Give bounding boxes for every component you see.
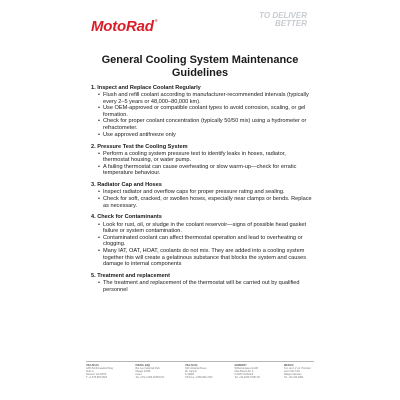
guidelines-content [91,85,313,299]
office-line: Wilhelmstrasse GmbH [234,367,259,371]
office-line: S.A. de C.V. Av. Principal [284,367,311,371]
office-address [185,364,215,379]
bullet-list [91,151,313,177]
bullet-list [91,222,313,268]
section-heading: 2. Pressure Test the Cooling System [91,143,188,150]
list-item: • Inspect radiator and overflow caps for proper pressure rating and sealing. [98,189,313,196]
office-address [284,364,314,379]
office-line: IL 62863 [185,373,195,377]
list-item: • Flush and refill coolant according to manufacturer-recommended intervals (typically every 2–5 years or 48,000–80,000 km). [98,92,313,105]
office-line: Tel: +52-442-8484 [284,376,304,380]
office-line: Toll Free: 1-866-882-4742 [185,376,213,380]
office-line: Tel: +49-2235-79487-00 [234,376,260,380]
office-line: Max-Planck-Str. 6 [234,370,254,374]
section-contaminants [91,214,313,267]
office-name: ISRAEL (HQ) [135,364,151,367]
office-line: Suite A [86,370,94,374]
list-item: • Check for proper coolant concentration (typically 50/50 mix) using a hydrometer or refractometer. [98,118,313,131]
brand-tagline [239,12,307,28]
list-item: • The treatment and replacement of the thermostat will be carried out by qualified personnel [98,280,313,293]
page-footer [86,364,314,379]
office-line: Tel: +972-4-999-3038/3474 [135,376,165,380]
motorad-logo [91,19,158,34]
page-title: General Cooling System Maintenance Guidelines [101,54,299,79]
list-item: • Use OEM-approved or compatible coolant types to avoid corrosion, scaling, or gel formation. [98,105,313,118]
office-line: Bar Lev Industrial Park [135,367,160,371]
office-line: Mt. Carmel [185,370,197,374]
list-item: • Contaminated coolant can affect thermostat operation and lead to overheating or clogging. [98,235,313,248]
office-line: Roswell, GA 30076 [86,373,107,377]
office-line: Milagro Allendes [284,373,302,377]
office-line: Lote 6 Mz 9 #2 [284,370,300,374]
section-heading: 3. Radiator Cap and Hoses [91,182,162,189]
office-line: T: +1-678-566-0823 [86,376,107,380]
office-name: USA (NAO) [86,364,99,367]
list-item: • Perform a cooling system pressure test to identify leaks in hoses, radiator, thermostat housing, or water pump. [98,151,313,164]
office-address [235,364,265,379]
office-line: D-50374 Erftstadt [234,373,254,377]
section-radiator-cap [91,182,313,209]
bullet-list [91,92,313,138]
section-pressure-test [91,144,313,177]
tagline-line-3: BETTER [275,19,307,28]
logo-text: MotoRad [91,18,154,35]
logo-registered-mark: ® [154,18,158,23]
footer-divider [86,361,314,362]
tagline-line-2: TO DELIVER [259,11,307,20]
list-item: • Many IAT, OAT, HOAT, coolants do not mix. They are added into a cooling system together this will create a gelatinous substance that blocks the system and causes damage to internal components [98,248,313,268]
office-line: Misgav 20156 [135,370,151,374]
list-item: • Check for soft, cracked, or swollen hoses, especially near clamps or bends. Replace as necessary. [98,196,313,209]
office-address [86,364,116,379]
section-treatment [91,273,313,293]
office-name: MEXICO [284,364,294,367]
bullet-list [91,189,313,209]
office-address [136,364,166,379]
section-heading: 1. Inspect and Replace Coolant Regularly [91,85,201,91]
office-line: 300 Industrial Street [185,367,207,371]
section-heading: 4. Check for Contaminants [91,214,162,221]
office-line: Israel [135,373,142,377]
bullet-list [91,280,313,293]
office-name: USA (SAO) [185,364,198,367]
list-item: • A failing thermostat can cause overheating or slow warm-up—check for erratic temperature behaviour. [98,164,313,177]
office-line: 1250 Northmeadow Pkwy [86,367,114,371]
list-item: • Use approved antifreeze only [98,132,313,139]
list-item: • Look for rust, oil, or sludge in the coolant reservoir—signs of possible head gasket failure or system contamination. [98,222,313,235]
section-coolant [91,85,313,138]
section-heading: 5. Treatment and replacement [91,273,170,280]
page-header [0,0,400,40]
office-name: GERMANY [234,364,247,367]
